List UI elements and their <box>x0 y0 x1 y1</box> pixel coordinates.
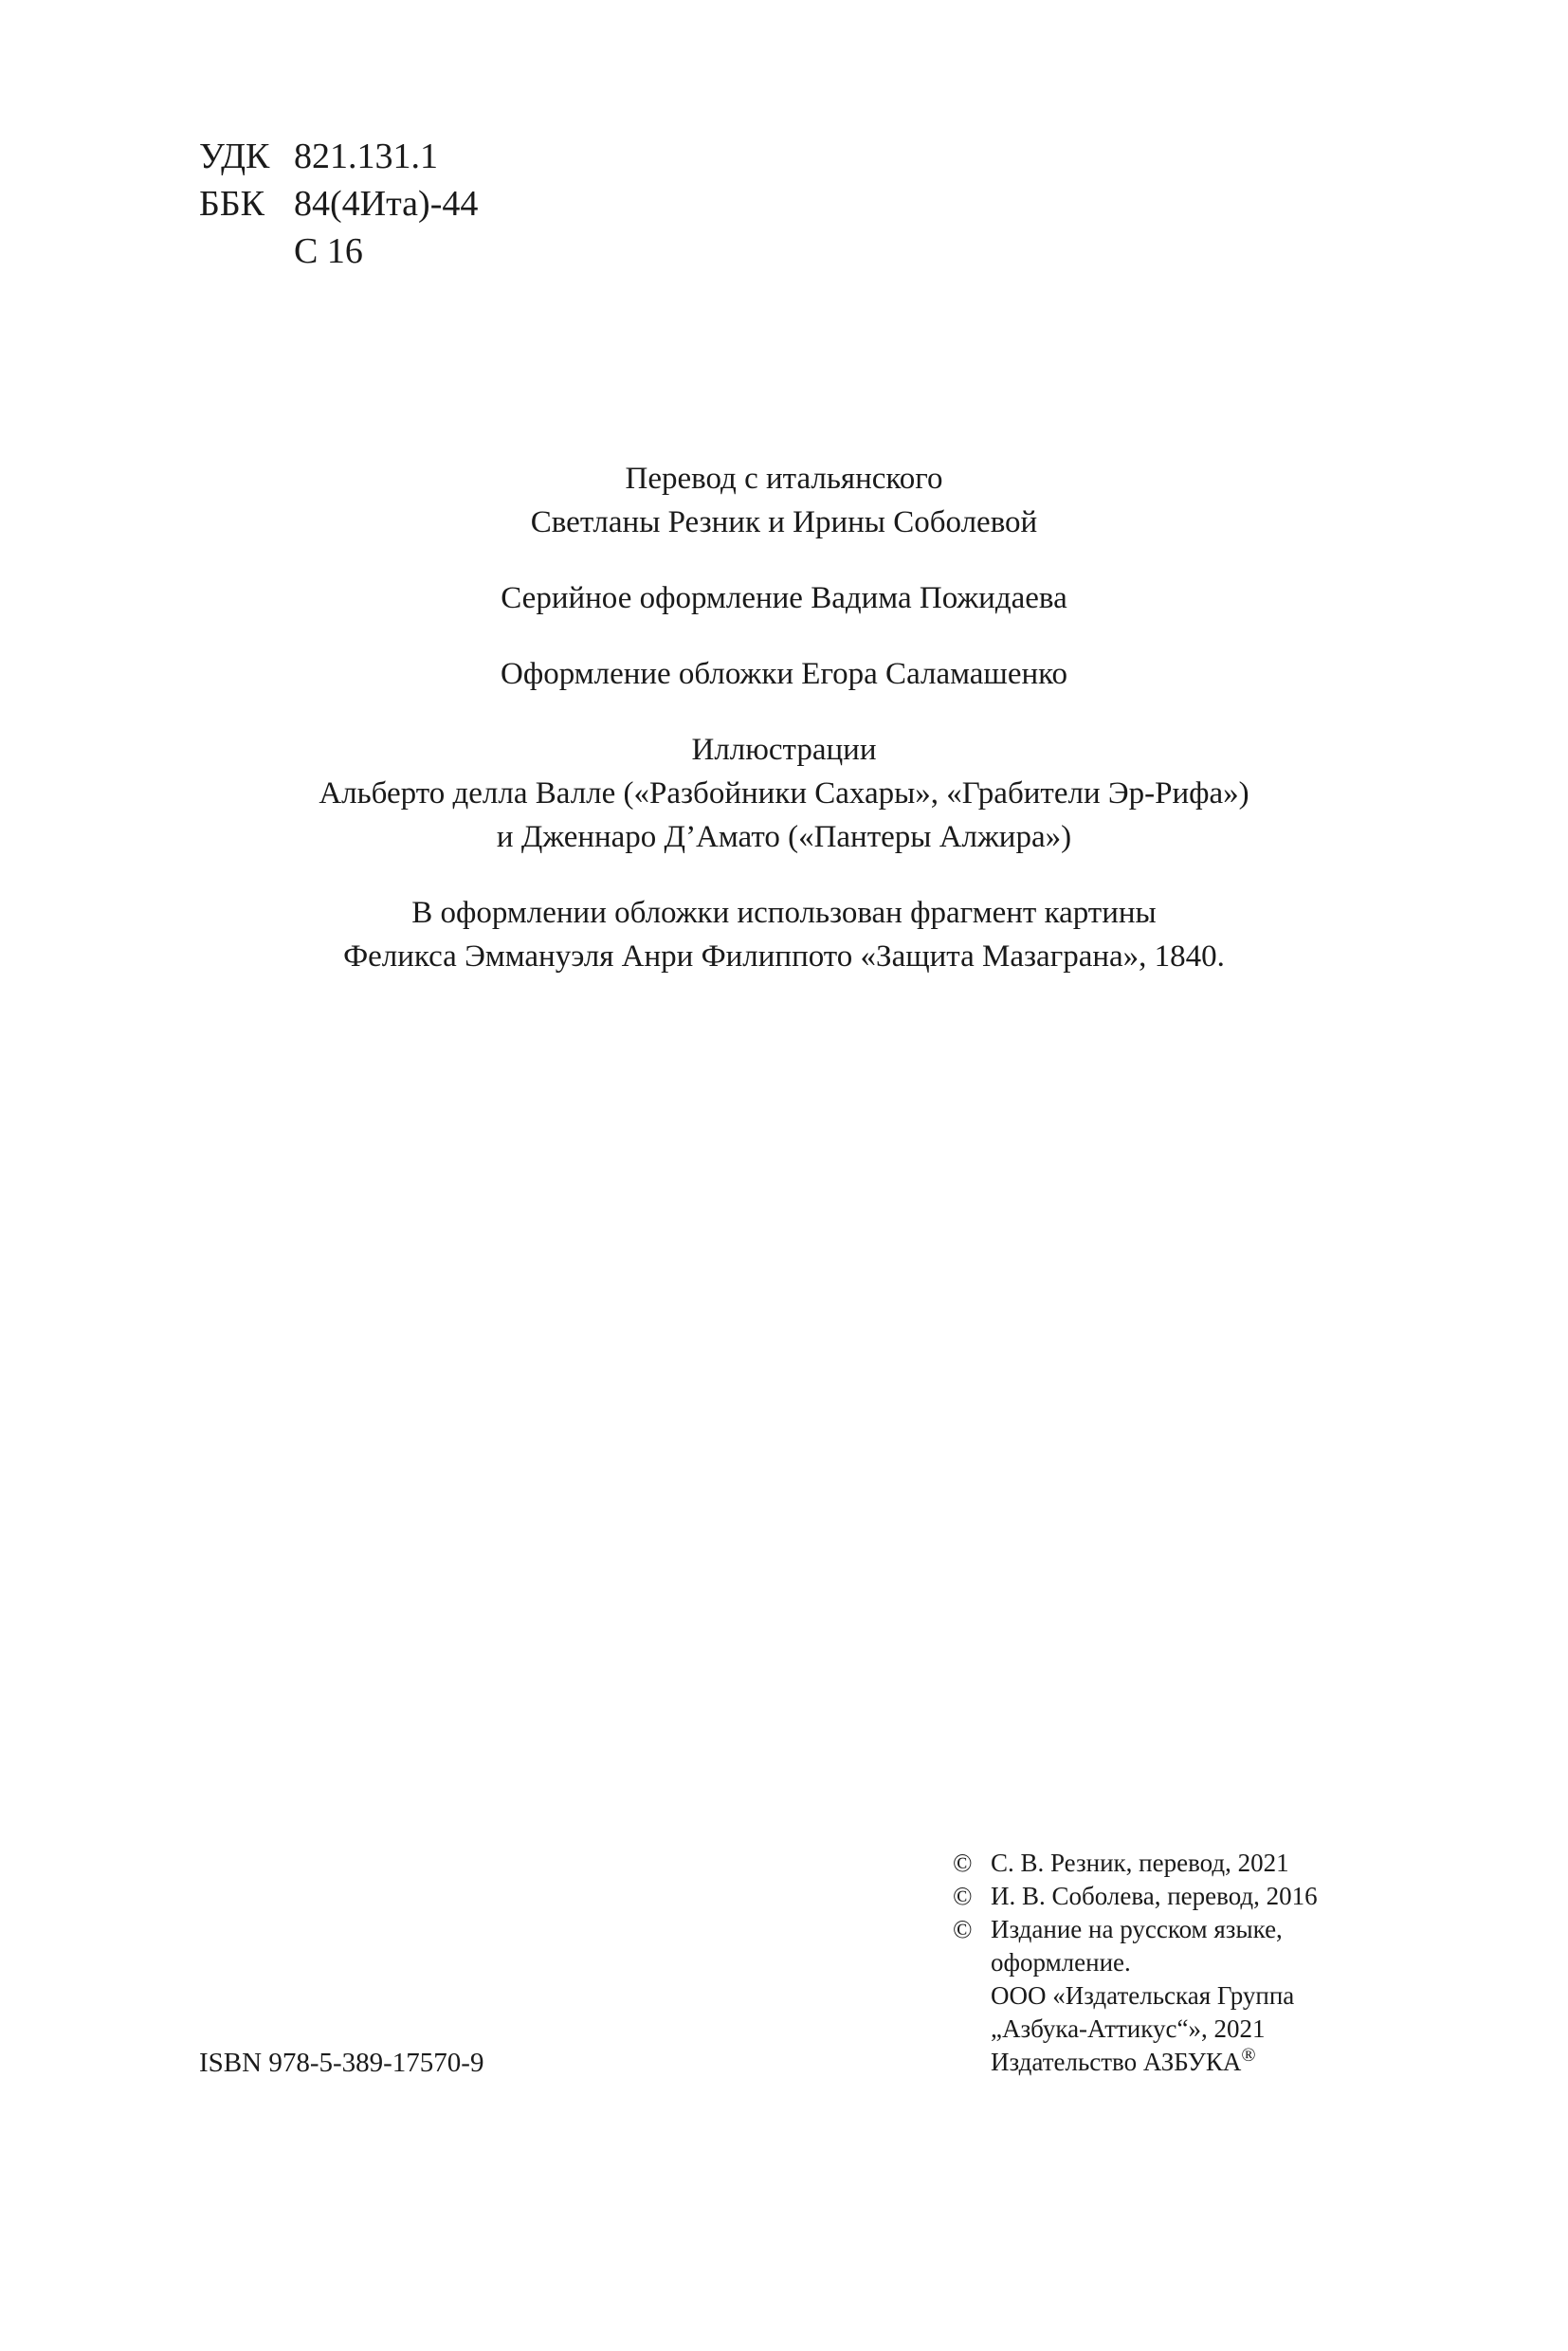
translators-line: Светланы Резник и Ирины Соболевой <box>530 505 1038 539</box>
copyright-line: С. В. Резник, перевод, 2021 <box>991 1849 1289 1877</box>
cover-design-credit <box>0 652 1568 696</box>
publisher-name: Издательство АЗБУКА <box>991 2048 1242 2076</box>
series-design-credit <box>0 576 1568 620</box>
illustrations-heading: Иллюстрации <box>691 733 877 767</box>
publisher-line <box>991 2046 1294 2079</box>
illustrations-credit <box>0 728 1568 859</box>
translation-credit <box>0 457 1568 544</box>
copyright-entry <box>953 1847 1318 1880</box>
copyright-line: „Азбука-Аттикус“», 2021 <box>991 2014 1266 2043</box>
copyright-entry <box>953 1913 1318 2079</box>
copyright-line: ООО «Издательская Группа <box>991 1981 1295 2010</box>
isbn: ISBN 978-5-389-17570-9 <box>199 2048 484 2078</box>
bbk-label: ББК <box>199 184 264 224</box>
copyright-entry <box>953 1880 1318 1913</box>
cover-art-line-1: В оформлении обложки использован фрагмент картины <box>411 896 1157 930</box>
classification-block <box>199 133 478 275</box>
copyright-symbol: © <box>953 1882 973 1910</box>
copyright-line: И. В. Соболева, перевод, 2016 <box>991 1882 1318 1910</box>
copyright-line: Издание на русском языке, <box>991 1915 1283 1943</box>
illustrators-line-1: Альберто делла Валле («Разбойники Сахары», «Грабители Эр-Рифа») <box>319 776 1249 811</box>
udk-row <box>199 133 478 180</box>
series-design-line: Серийное оформление Вадима Пожидаева <box>501 581 1067 615</box>
copyright-block <box>953 1847 1318 2079</box>
cover-art-line-2: Феликса Эммануэля Анри Филиппото «Защита Мазаграна», 1840. <box>343 939 1225 974</box>
udk-label: УДК <box>199 137 270 176</box>
copyright-line: оформление. <box>991 1948 1131 1977</box>
cover-art-credit <box>0 891 1568 978</box>
registered-mark: ® <box>1241 2045 1256 2066</box>
bbk-row <box>199 180 478 228</box>
cover-design-line: Оформление обложки Егора Саламашенко <box>501 657 1067 691</box>
copyright-symbol: © <box>953 1849 973 1877</box>
bbk-value: 84(4Ита)-44 <box>294 184 479 224</box>
illustrators-line-2: и Дженнаро Д’Амато («Пантеры Алжира») <box>496 820 1072 854</box>
udk-value: 821.131.1 <box>294 137 438 176</box>
copyright-symbol: © <box>953 1915 973 1943</box>
credits-block <box>0 457 1568 1011</box>
translation-line: Перевод с итальянского <box>625 462 943 496</box>
author-mark: С 16 <box>294 231 363 271</box>
